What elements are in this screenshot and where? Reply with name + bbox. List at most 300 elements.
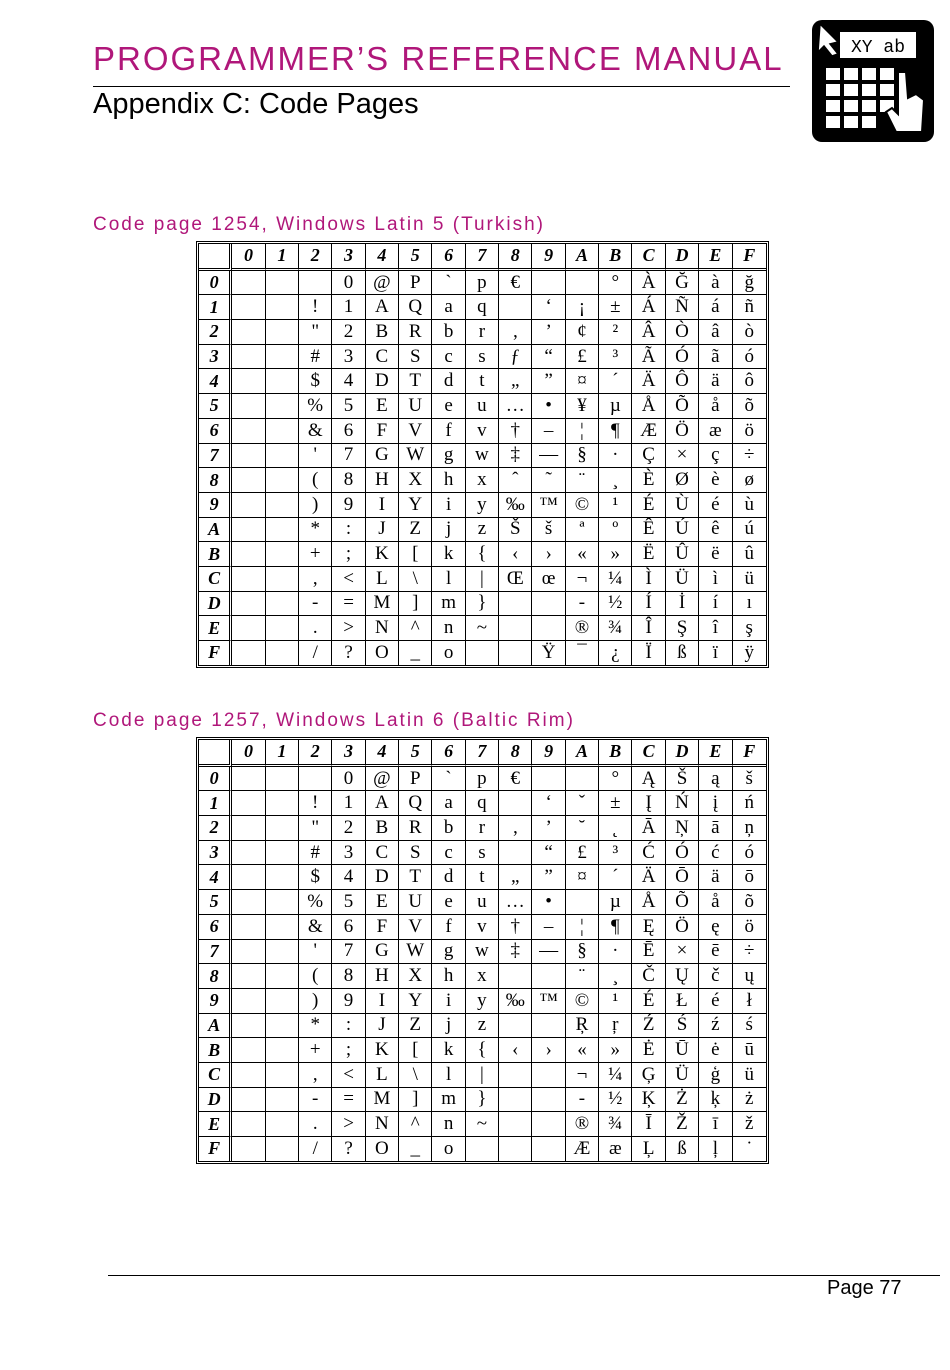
char-cell: H (366, 964, 399, 989)
char-cell: " (299, 816, 332, 841)
char-cell: b (432, 816, 465, 841)
row-header: 7 (199, 444, 232, 469)
char-cell (232, 320, 265, 345)
char-cell: ˙ (746, 1137, 753, 1159)
char-cell: Ï (632, 641, 665, 665)
row-header: F (199, 1137, 232, 1161)
char-cell: Â (632, 320, 665, 345)
char-cell: Ū (666, 1038, 699, 1063)
code-page-1257-table (196, 737, 769, 1164)
char-cell: T (399, 369, 432, 394)
char-cell: Š (666, 767, 699, 792)
column-header: A (566, 244, 599, 271)
column-header: F (733, 740, 767, 767)
char-cell: Î (632, 616, 665, 641)
char-cell: Q (399, 791, 432, 816)
char-cell: ‘ (532, 791, 565, 816)
char-cell: , (299, 567, 332, 592)
char-cell: é (699, 989, 732, 1014)
char-cell (232, 295, 265, 320)
char-cell (232, 542, 265, 567)
char-cell: m (432, 1088, 465, 1113)
char-cell: ô (733, 369, 767, 394)
row-header: A (199, 518, 232, 543)
char-cell: B (366, 320, 399, 345)
char-cell: y (466, 989, 499, 1014)
char-cell: U (399, 394, 432, 419)
char-cell (232, 791, 265, 816)
char-cell: ÷ (733, 444, 767, 469)
char-cell (232, 444, 265, 469)
char-cell: $ (299, 865, 332, 890)
char-cell (232, 1112, 265, 1137)
char-cell (232, 369, 265, 394)
char-cell: e (432, 394, 465, 419)
table-row (199, 493, 766, 518)
char-cell: Ì (632, 567, 665, 592)
char-cell: ņ (733, 816, 767, 841)
char-cell (232, 1038, 265, 1063)
char-cell: z (466, 1014, 499, 1039)
char-cell: ± (599, 295, 632, 320)
char-cell: @ (366, 767, 399, 792)
char-cell: ī (699, 1112, 732, 1137)
char-cell: ã (699, 345, 732, 370)
char-cell: L (366, 567, 399, 592)
char-cell (266, 1014, 299, 1039)
row-header: 4 (199, 865, 232, 890)
char-cell (266, 841, 299, 866)
char-cell: 8 (332, 468, 365, 493)
char-cell: Ā (632, 816, 665, 841)
char-cell: D (366, 865, 399, 890)
char-cell (232, 1137, 265, 1161)
char-cell: I (366, 989, 399, 1014)
char-cell: Ã (632, 345, 665, 370)
column-header: 6 (432, 244, 465, 271)
char-cell: ! (299, 295, 332, 320)
char-cell (266, 1063, 299, 1088)
char-cell: ‹ (499, 542, 532, 567)
char-cell (266, 989, 299, 1014)
char-cell: 9 (332, 493, 365, 518)
row-header: F (199, 641, 232, 665)
char-cell: ē (699, 940, 732, 965)
char-cell: S (399, 345, 432, 370)
char-cell (266, 271, 299, 296)
char-cell: W (399, 940, 432, 965)
char-cell (266, 419, 299, 444)
char-cell: › (532, 1038, 565, 1063)
char-cell: h (432, 964, 465, 989)
column-header: 2 (299, 740, 332, 767)
char-cell (232, 865, 265, 890)
char-cell: ¬ (566, 567, 599, 592)
column-header: D (666, 740, 699, 767)
char-cell (532, 1063, 565, 1088)
char-cell: § (566, 940, 599, 965)
code-page-1254-table (196, 241, 769, 668)
char-cell: V (399, 419, 432, 444)
char-cell: Š (499, 518, 532, 543)
char-cell: Ê (632, 518, 665, 543)
char-cell: Å (632, 394, 665, 419)
char-cell: _ (399, 641, 432, 665)
char-cell: @ (366, 271, 399, 296)
column-header: 4 (366, 244, 399, 271)
char-cell: U (399, 890, 432, 915)
char-cell (232, 1063, 265, 1088)
char-cell: ³ (599, 345, 632, 370)
char-cell: ‚ (499, 816, 532, 841)
char-cell: > (332, 616, 365, 641)
char-cell: > (332, 1112, 365, 1137)
char-cell: W (399, 444, 432, 469)
char-cell (266, 320, 299, 345)
char-cell: Y (399, 989, 432, 1014)
char-cell: p (466, 767, 499, 792)
table-1257-title: Code page 1257, Windows Latin 6 (Baltic Rim) (93, 710, 575, 731)
char-cell: Ō (666, 865, 699, 890)
page-subtitle: Appendix C: Code Pages (93, 88, 419, 120)
column-header: 8 (499, 244, 532, 271)
char-cell: ¾ (599, 616, 632, 641)
column-header: 4 (366, 740, 399, 767)
table-row (199, 890, 766, 915)
char-cell: g (432, 444, 465, 469)
row-header: C (199, 1063, 232, 1088)
char-cell: ƒ (499, 345, 532, 370)
char-cell: ė (699, 1038, 732, 1063)
header-row (199, 244, 766, 271)
char-cell: Ö (666, 419, 699, 444)
char-cell: j (432, 518, 465, 543)
char-cell: Ò (666, 320, 699, 345)
row-header: 0 (199, 271, 232, 296)
char-cell (232, 940, 265, 965)
char-cell (266, 345, 299, 370)
char-cell: % (299, 890, 332, 915)
char-cell: ó (733, 841, 767, 866)
char-cell: ŗ (599, 1014, 632, 1039)
char-cell: i (432, 989, 465, 1014)
table-row (199, 767, 766, 792)
char-cell (266, 767, 299, 792)
char-cell: Č (632, 964, 665, 989)
column-header: 3 (332, 740, 365, 767)
char-cell: ¢ (566, 320, 599, 345)
char-cell (232, 567, 265, 592)
char-cell: » (599, 542, 632, 567)
char-cell: Ó (666, 345, 699, 370)
char-cell (232, 890, 265, 915)
char-cell: a (432, 791, 465, 816)
column-header: 9 (532, 244, 565, 271)
char-cell: ā (699, 816, 732, 841)
char-cell (266, 816, 299, 841)
char-cell: v (466, 915, 499, 940)
char-cell: × (666, 444, 699, 469)
char-cell: ä (699, 369, 732, 394)
row-header: D (199, 592, 232, 617)
char-cell: s (466, 345, 499, 370)
table-row (199, 518, 766, 543)
char-cell: Ä (632, 865, 665, 890)
table-row (199, 1038, 766, 1063)
char-cell: “ (532, 841, 565, 866)
char-cell: ¶ (599, 915, 632, 940)
char-cell: • (532, 394, 565, 419)
char-cell (266, 394, 299, 419)
row-header: 7 (199, 940, 232, 965)
char-cell: ç (699, 444, 732, 469)
char-cell (266, 641, 299, 665)
char-cell: 1 (332, 295, 365, 320)
char-cell: n (432, 616, 465, 641)
char-cell: | (466, 567, 499, 592)
table-row (199, 989, 766, 1014)
char-cell (232, 592, 265, 617)
char-cell: ü (733, 1063, 767, 1088)
char-cell (499, 1063, 532, 1088)
column-header: E (699, 244, 732, 271)
char-cell (532, 1112, 565, 1137)
char-cell: ‹ (499, 1038, 532, 1063)
char-cell: ‡ (499, 940, 532, 965)
char-cell: İ (666, 592, 699, 617)
char-cell (266, 616, 299, 641)
char-cell (232, 493, 265, 518)
char-cell: × (666, 940, 699, 965)
char-cell: ų (733, 964, 767, 989)
char-cell: q (466, 295, 499, 320)
char-cell: Ÿ (532, 641, 565, 665)
char-cell: ? (332, 641, 365, 665)
char-cell: ¼ (599, 567, 632, 592)
char-cell (232, 518, 265, 543)
char-cell: d (432, 369, 465, 394)
char-cell: ñ (733, 295, 767, 320)
char-cell: ˛ (599, 816, 632, 841)
char-cell: Y (399, 493, 432, 518)
char-cell (232, 989, 265, 1014)
char-cell (532, 767, 565, 792)
char-cell: Ó (666, 841, 699, 866)
row-header: 5 (199, 890, 232, 915)
char-cell: € (499, 271, 532, 296)
char-cell: ö (733, 915, 767, 940)
char-cell (232, 271, 265, 296)
char-cell (232, 841, 265, 866)
char-cell: x (466, 468, 499, 493)
char-cell: Ż (666, 1088, 699, 1113)
char-cell: ū (733, 1038, 767, 1063)
char-cell: É (632, 989, 665, 1014)
table-row (199, 616, 766, 641)
char-cell: - (299, 592, 332, 617)
char-cell: 7 (332, 444, 365, 469)
char-cell: ć (699, 841, 732, 866)
char-cell (266, 493, 299, 518)
char-cell: Ś (666, 1014, 699, 1039)
char-cell: ' (299, 940, 332, 965)
char-cell (266, 444, 299, 469)
row-header: 3 (199, 345, 232, 370)
char-cell: _ (399, 1137, 432, 1161)
char-cell: r (466, 816, 499, 841)
char-cell: j (432, 1014, 465, 1039)
char-cell: † (499, 419, 532, 444)
char-cell: Ü (666, 567, 699, 592)
char-cell (566, 767, 599, 792)
char-cell: 2 (332, 816, 365, 841)
char-cell: ™ (532, 493, 565, 518)
char-cell (266, 1088, 299, 1113)
char-cell: ¥ (566, 394, 599, 419)
char-cell: Å (632, 890, 665, 915)
char-cell: 7 (332, 940, 365, 965)
char-cell: † (499, 915, 532, 940)
column-header: D (666, 244, 699, 271)
char-cell (466, 641, 499, 665)
column-header: 8 (499, 740, 532, 767)
table-row (199, 1088, 766, 1113)
char-cell: Ä (632, 369, 665, 394)
char-cell: Ô (666, 369, 699, 394)
table-row (199, 841, 766, 866)
corner-cell (199, 740, 232, 767)
char-cell: ¦ (566, 915, 599, 940)
char-cell: º (599, 518, 632, 543)
char-cell: N (366, 1112, 399, 1137)
char-cell: ^ (399, 1112, 432, 1137)
row-header: 3 (199, 841, 232, 866)
column-header: 5 (399, 244, 432, 271)
char-cell: , (299, 1063, 332, 1088)
column-header: B (599, 740, 632, 767)
char-cell: € (499, 767, 532, 792)
char-cell (266, 1038, 299, 1063)
char-cell: V (399, 915, 432, 940)
char-cell: 6 (332, 419, 365, 444)
row-header: 2 (199, 320, 232, 345)
row-header: 6 (199, 419, 232, 444)
row-header: E (199, 616, 232, 641)
char-cell: ˜ (532, 468, 565, 493)
char-cell: . (299, 1112, 332, 1137)
char-cell: · (599, 444, 632, 469)
row-header: 8 (199, 468, 232, 493)
char-cell: ž (733, 1112, 767, 1137)
char-cell (266, 940, 299, 965)
char-cell: R (399, 320, 432, 345)
char-cell: - (566, 1088, 599, 1113)
char-cell: ¨ (566, 964, 599, 989)
header-row (199, 740, 766, 767)
char-cell: ¾ (599, 1112, 632, 1137)
char-cell (232, 1014, 265, 1039)
char-cell: å (699, 394, 732, 419)
table-row (199, 915, 766, 940)
char-cell: / (299, 641, 332, 665)
row-header: B (199, 542, 232, 567)
char-cell: | (466, 1063, 499, 1088)
char-cell: â (699, 320, 732, 345)
char-cell: e (432, 890, 465, 915)
char-cell: % (299, 394, 332, 419)
char-cell: 5 (332, 890, 365, 915)
column-header: 0 (232, 244, 265, 271)
row-header: 1 (199, 791, 232, 816)
column-header: 1 (266, 740, 299, 767)
char-cell: – (532, 915, 565, 940)
char-cell: { (466, 1038, 499, 1063)
char-cell: ó (733, 345, 767, 370)
char-cell: P (399, 271, 432, 296)
char-cell: Ī (632, 1112, 665, 1137)
char-cell: ì (699, 567, 732, 592)
char-cell: £ (566, 841, 599, 866)
char-cell: Ć (632, 841, 665, 866)
column-header: 1 (266, 244, 299, 271)
table-row (199, 444, 766, 469)
char-cell: \ (399, 1063, 432, 1088)
char-cell: ë (699, 542, 732, 567)
char-cell: 4 (332, 369, 365, 394)
corner-cell (199, 244, 232, 271)
char-cell: ¯ (566, 641, 599, 665)
table-row (199, 1063, 766, 1088)
char-cell: a (432, 295, 465, 320)
char-cell (532, 592, 565, 617)
char-cell: l (432, 567, 465, 592)
char-cell: ¨ (566, 468, 599, 493)
char-cell: ( (299, 964, 332, 989)
char-cell: ł (733, 989, 767, 1014)
row-header: 5 (199, 394, 232, 419)
char-cell: 0 (332, 767, 365, 792)
row-header: A (199, 1014, 232, 1039)
char-cell: v (466, 419, 499, 444)
char-cell: ¶ (599, 419, 632, 444)
char-cell: é (699, 493, 732, 518)
char-cell: 5 (332, 394, 365, 419)
char-cell: ¸ (599, 468, 632, 493)
char-cell: z (466, 518, 499, 543)
char-cell: < (332, 1063, 365, 1088)
char-cell: Œ (499, 567, 532, 592)
char-cell: ” (532, 369, 565, 394)
char-cell: ş (733, 616, 767, 641)
char-cell: ż (733, 1088, 767, 1113)
char-cell (499, 616, 532, 641)
char-cell: d (432, 865, 465, 890)
char-cell: P (399, 767, 432, 792)
table-row (199, 295, 766, 320)
char-cell: … (499, 394, 532, 419)
char-cell: Q (399, 295, 432, 320)
char-cell (266, 369, 299, 394)
table-row (199, 1014, 766, 1039)
char-cell: œ (532, 567, 565, 592)
char-cell: á (699, 295, 732, 320)
char-cell: ½ (599, 1088, 632, 1113)
char-cell (499, 1014, 532, 1039)
char-cell: ° (599, 271, 632, 296)
table-row (199, 1137, 766, 1161)
char-cell: Ú (666, 518, 699, 543)
char-cell (232, 641, 265, 665)
